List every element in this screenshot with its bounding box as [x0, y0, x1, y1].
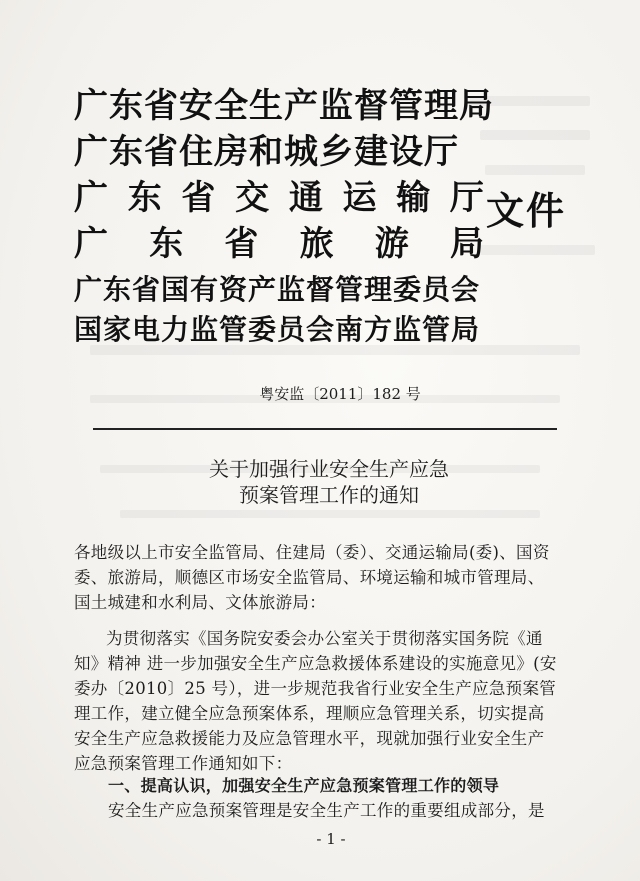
org-line-4-char: 游	[374, 224, 409, 264]
body-line: 应急预案管理工作通知如下：	[74, 754, 293, 773]
org-line-4	[74, 222, 484, 266]
body-line: 知》精神 进一步加强安全生产应急救援体系建设的实施意见》(安	[74, 654, 557, 673]
org-line-2: 广东省住房和城乡建设厅	[74, 132, 459, 172]
org-line-3-char: 厅	[449, 178, 484, 218]
header-divider	[93, 428, 557, 430]
org-line-3-char: 交	[235, 178, 270, 218]
org-line-1: 广东省安全生产监督管理局	[74, 86, 494, 126]
body-line: 为贯彻落实《国务院安委会办公室关于贯彻落实国务院《通	[106, 629, 543, 648]
org-line-3-char: 通	[288, 178, 323, 218]
body-line: 委办〔2010〕25 号），进一步规范我省行业安全生产应急预案管	[74, 679, 557, 698]
org-line-3-char: 运	[342, 178, 377, 218]
body-line: 国土城建和水利局、文体旅游局：	[74, 593, 326, 612]
body-line: 理工作，建立健全应急预案体系，理顺应急管理关系，切实提高	[74, 704, 545, 723]
document-title-line-2: 预案管理工作的通知	[239, 483, 419, 507]
org-line-3-char: 广	[74, 178, 108, 218]
bleed-through	[480, 130, 590, 140]
org-line-4-char: 东	[149, 224, 184, 264]
document-title-line-1: 关于加强行业安全生产应急	[209, 457, 449, 481]
org-line-3	[74, 176, 484, 220]
document-suffix: 文件	[486, 189, 567, 233]
body-line: 安全生产应急预案管理是安全生产工作的重要组成部分，是	[108, 801, 545, 820]
document-number: 粤安监〔2011〕182 号	[259, 385, 421, 403]
body-line: 安全生产应急救援能力及应急管理水平，现就加强行业安全生产	[74, 729, 545, 748]
org-line-6: 国家电力监管委员会南方监管局	[74, 313, 481, 346]
body-line: 各地级以上市安全监管局、住建局（委）、交通运输局(委)、国资	[74, 543, 550, 562]
org-line-5: 广东省国有资产监督管理委员会	[74, 273, 481, 306]
org-line-4-char: 局	[449, 224, 484, 264]
org-line-3-char: 输	[396, 178, 431, 218]
org-line-4-char: 旅	[299, 224, 334, 264]
bleed-through	[485, 165, 585, 175]
org-line-3-char: 东	[127, 178, 162, 218]
org-line-4-char: 广	[74, 224, 108, 264]
bleed-through	[480, 245, 595, 255]
bleed-through	[120, 510, 540, 518]
org-line-3-char: 省	[181, 178, 216, 218]
org-line-4-char: 省	[224, 224, 259, 264]
section-heading: 一、提高认识，加强安全生产应急预案管理工作的领导	[108, 776, 500, 795]
body-line: 委、旅游局，顺德区市场安全监管局、环境运输和城市管理局、	[74, 568, 545, 587]
page-number: - 1 -	[316, 830, 346, 848]
